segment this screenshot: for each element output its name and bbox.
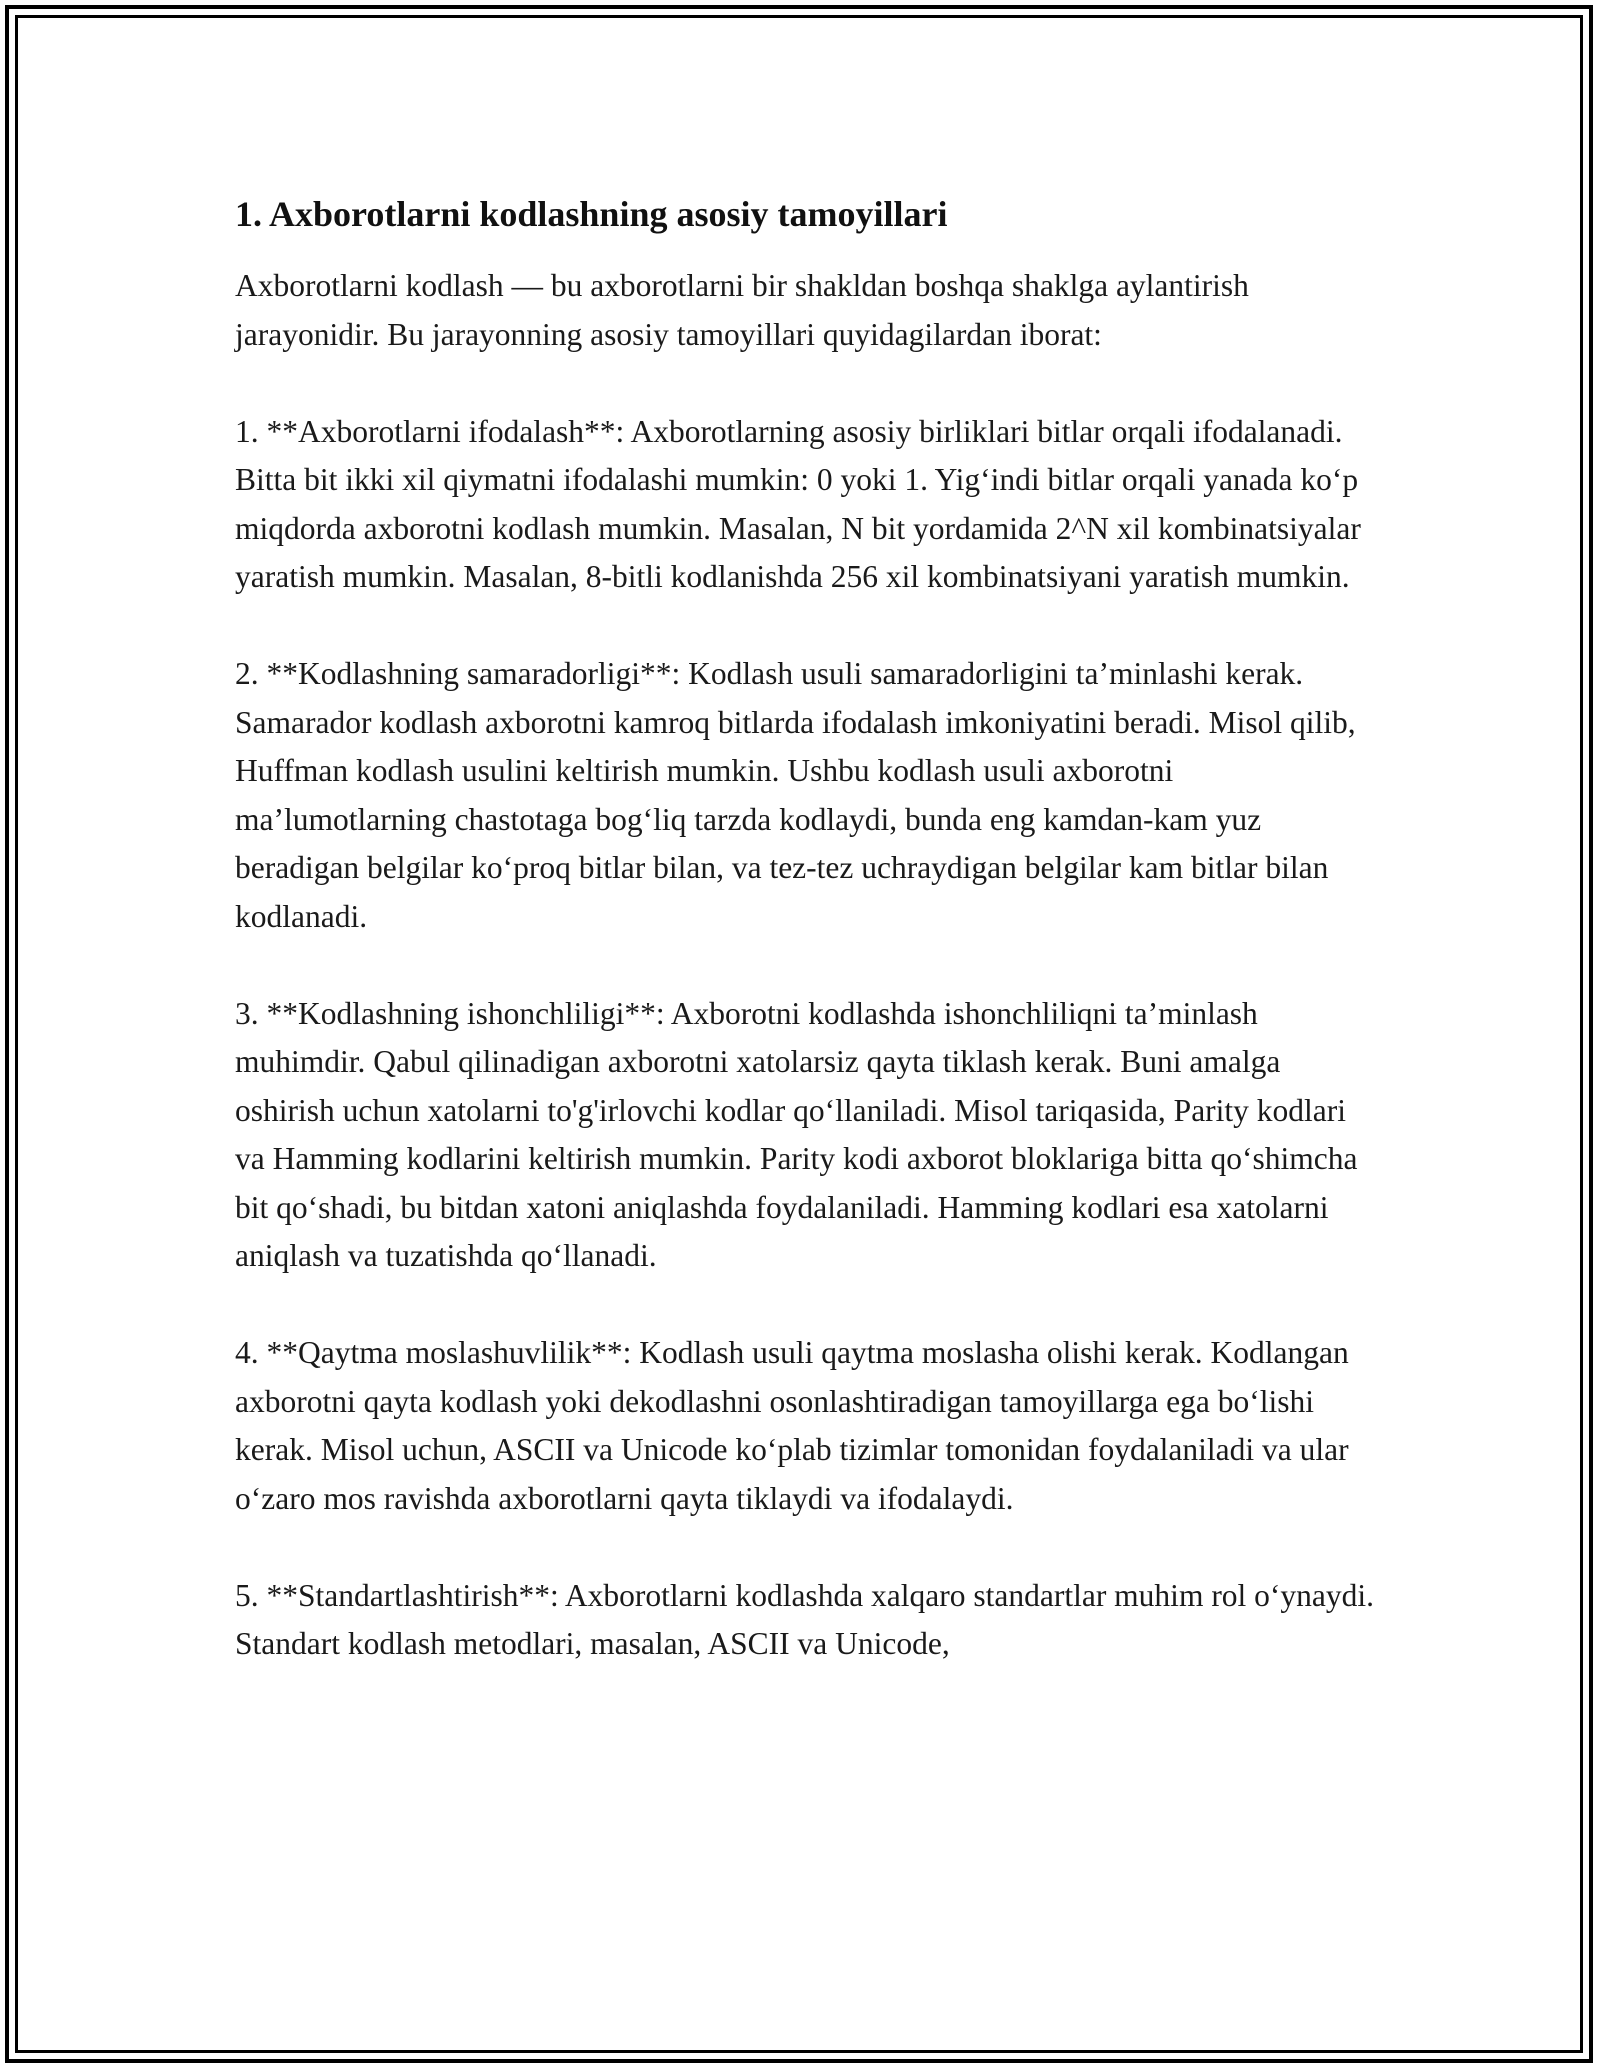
principle-paragraph-2: 2. **Kodlashning samaradorligi**: Kodlash usuli samaradorligini ta’minlashi kerak. Samarador kodlash axborotni kamroq bitlarda ifodalash imkoniyatini beradi. Misol qilib, Huffman kodlash usulini keltirish mumkin. Ushbu kodlash usuli axborotni ma’lumotlarning chastotaga bog‘liq tarzda kodlaydi, bunda eng kamdan-kam yuz beradigan belgilar ko‘proq bitlar bilan, va tez-tez uchraydigan belgilar kam bitlar bilan kodlanadi. — [235, 656, 1356, 934]
section-heading: 1. Axborotlarni kodlashning asosiy tamoyillari — [235, 194, 948, 234]
intro-paragraph: Axborotlarni kodlash — bu axborotlarni bir shakldan boshqa shaklga aylantirish jarayonidir. Bu jarayonning asosiy tamoyillari quyidagilardan iborat: — [235, 268, 1249, 352]
principle-paragraph-5: 5. **Standartlashtirish**: Axborotlarni kodlashda xalqaro standartlar muhim rol o‘ynaydi. Standart kodlash metodlari, masalan, ASCII va Unicode, — [235, 1577, 1375, 1661]
principle-paragraph-4: 4. **Qaytma moslashuvlilik**: Kodlash usuli qaytma moslasha olishi kerak. Kodlangan axborotni qayta kodlash yoki dekodlashni osonlashtiradigan tamoyillarga ega bo‘lishi kerak. Misol uchun, ASCII va Unicode ko‘plab tizimlar tomonidan foydalaniladi va ular o‘zaro mos ravishda axborotlarni qayta tiklaydi va ifodalaydi. — [235, 1335, 1349, 1516]
principle-paragraph-3: 3. **Kodlashning ishonchliligi**: Axborotni kodlashda ishonchliliqni ta’minlash muhimdir. Qabul qilinadigan axborotni xatolarsiz qayta tiklash kerak. Buni amalga oshirish uchun xatolarni to'g'irlovchi kodlar qo‘llaniladi. Misol tariqasida, Parity kodlari va Hamming kodlarini keltirish mumkin. Parity kodi axborot bloklariga bitta qo‘shimcha bit qo‘shadi, bu bitdan xatoni aniqlashda foydalaniladi. Hamming kodlari esa xatolarni aniqlash va tuzatishda qo‘llanadi. — [235, 995, 1358, 1273]
principle-paragraph-1: 1. **Axborotlarni ifodalash**: Axborotlarning asosiy birliklari bitlar orqali ifodalanadi. Bitta bit ikki xil qiymatni ifodalashi mumkin: 0 yoki 1. Yig‘indi bitlar orqali yanada ko‘p miqdorda axborotni kodlash mumkin. Masalan, N bit yordamida 2^N xil kombinatsiyalar yaratish mumkin. Masalan, 8-bitli kodlanishda 256 xil kombinatsiyani yaratish mumkin. — [235, 413, 1361, 594]
document-body — [235, 190, 1375, 1669]
